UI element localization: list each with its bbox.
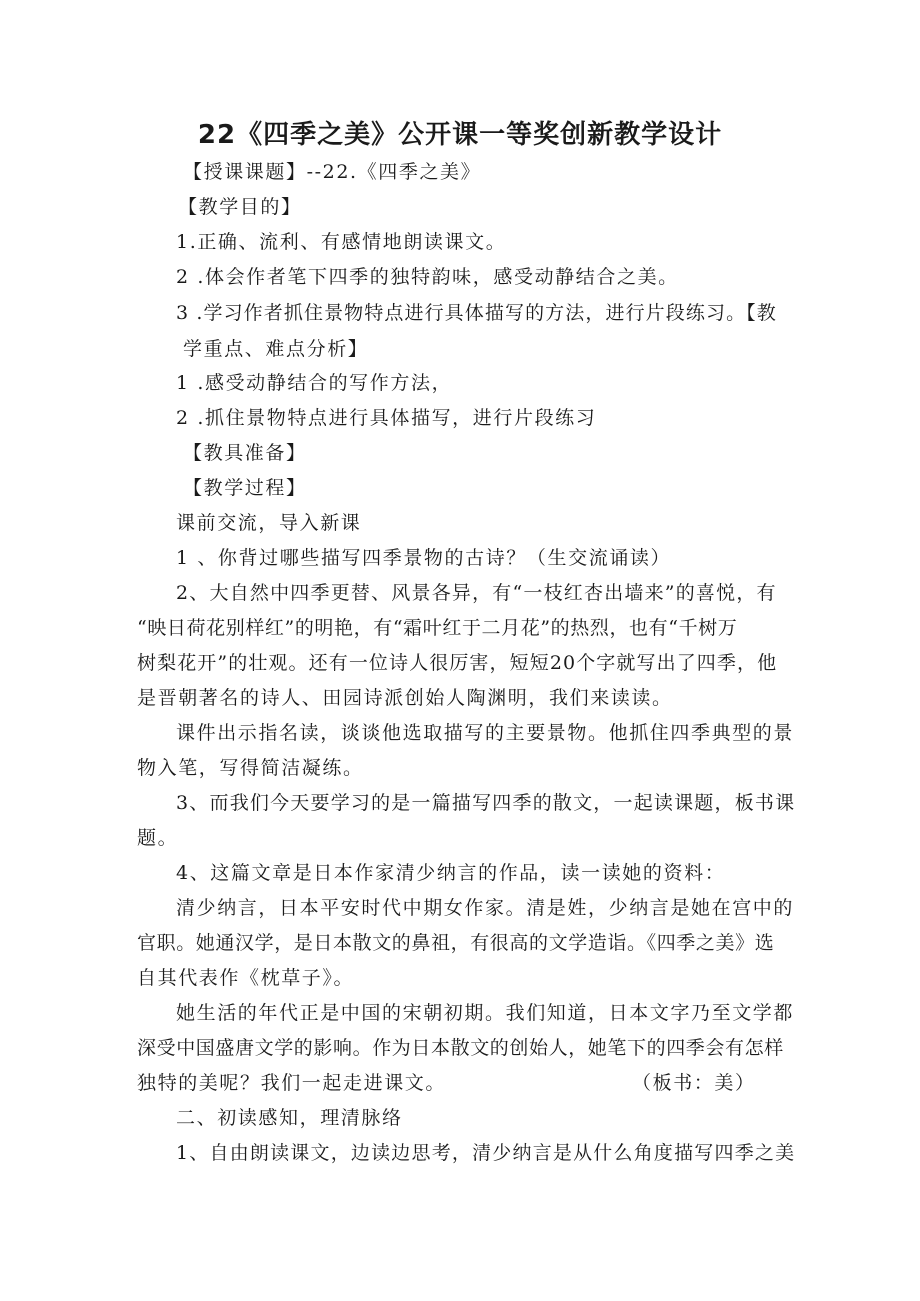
lesson-topic: 【授课课题】--22.《四季之美》	[183, 161, 482, 183]
section-2-heading: 二、初读感知，理清脉络	[176, 1107, 403, 1129]
paragraph-6-line-2: 官职。她通汉学，是日本散文的鼻祖，有很高的文学造诣。《四季之美》选	[137, 932, 775, 954]
board-note: （板书：美）	[632, 1072, 756, 1094]
objective-item-1: 1.正确、流利、有感情地朗读课文。	[176, 231, 507, 253]
paragraph-2-line-3: 树梨花开”的壮观。还有一位诗人很厉害，短短20个字就写出了四季，他	[137, 652, 778, 674]
paragraph-8: 1、自由朗读课文，边读边思考，清少纳言是从什么角度描写四季之美	[176, 1142, 796, 1164]
paragraph-7-line-1: 她生活的年代正是中国的宋朝初期。我们知道，日本文字乃至文学都	[176, 1002, 795, 1024]
process-intro: 课前交流，导入新课	[176, 512, 362, 534]
process-question-1: 1 、你背过哪些描写四季景物的古诗？（生交流诵读）	[176, 547, 672, 569]
paragraph-3-line-2: 物入笔，写得简洁凝练。	[137, 757, 364, 779]
paragraph-3-line-1: 课件出示指名读，谈谈他选取描写的主要景物。他抓住四季典型的景	[176, 722, 795, 744]
paragraph-7-line-3: 独特的美呢？我们一起走进课文。	[137, 1072, 447, 1094]
objective-item-3: 3 .学习作者抓住景物特点进行具体描写的方法，进行片段练习。【教	[176, 302, 777, 324]
paragraph-2-line-4: 是晋朝著名的诗人、田园诗派创始人陶渊明，我们来读读。	[137, 687, 673, 709]
key-point-1: 1 .感受动静结合的写作方法，	[176, 372, 453, 394]
document-title: 22《四季之美》公开课一等奖创新教学设计	[197, 120, 723, 150]
paragraph-5: 4、这篇文章是日本作家清少纳言的作品，读一读她的资料：	[176, 862, 726, 884]
tools-heading: 【教具准备】	[183, 442, 307, 464]
paragraph-2-line-1: 2、大自然中四季更替、风景各异，有“一枝红杏出墙来”的喜悦，有	[176, 582, 777, 604]
key-points-heading: 学重点、难点分析】	[183, 338, 369, 360]
paragraph-7-line-2: 深受中国盛唐文学的影响。作为日本散文的创始人，她笔下的四季会有怎样	[137, 1037, 784, 1059]
process-heading: 【教学过程】	[183, 477, 307, 499]
paragraph-4-line-1: 3、而我们今天要学习的是一篇描写四季的散文，一起读课题，板书课	[176, 792, 796, 814]
key-point-2: 2 .抓住景物特点进行具体描写，进行片段练习	[176, 407, 597, 429]
paragraph-6-line-3: 自其代表作《枕草子》。	[137, 967, 355, 989]
objective-item-2: 2 .体会作者笔下四季的独特韵味，感受动静结合之美。	[176, 266, 679, 288]
paragraph-6-line-1: 清少纳言，日本平安时代中期女作家。清是姓，少纳言是她在宫中的	[176, 897, 795, 919]
paragraph-4-line-2: 题。	[137, 827, 179, 849]
paragraph-2-line-2: “映日荷花别样红”的明艳，有“霜叶红于二月花”的热烈，也有“千树万	[137, 617, 738, 639]
objectives-heading: 【教学目的】	[178, 196, 302, 218]
